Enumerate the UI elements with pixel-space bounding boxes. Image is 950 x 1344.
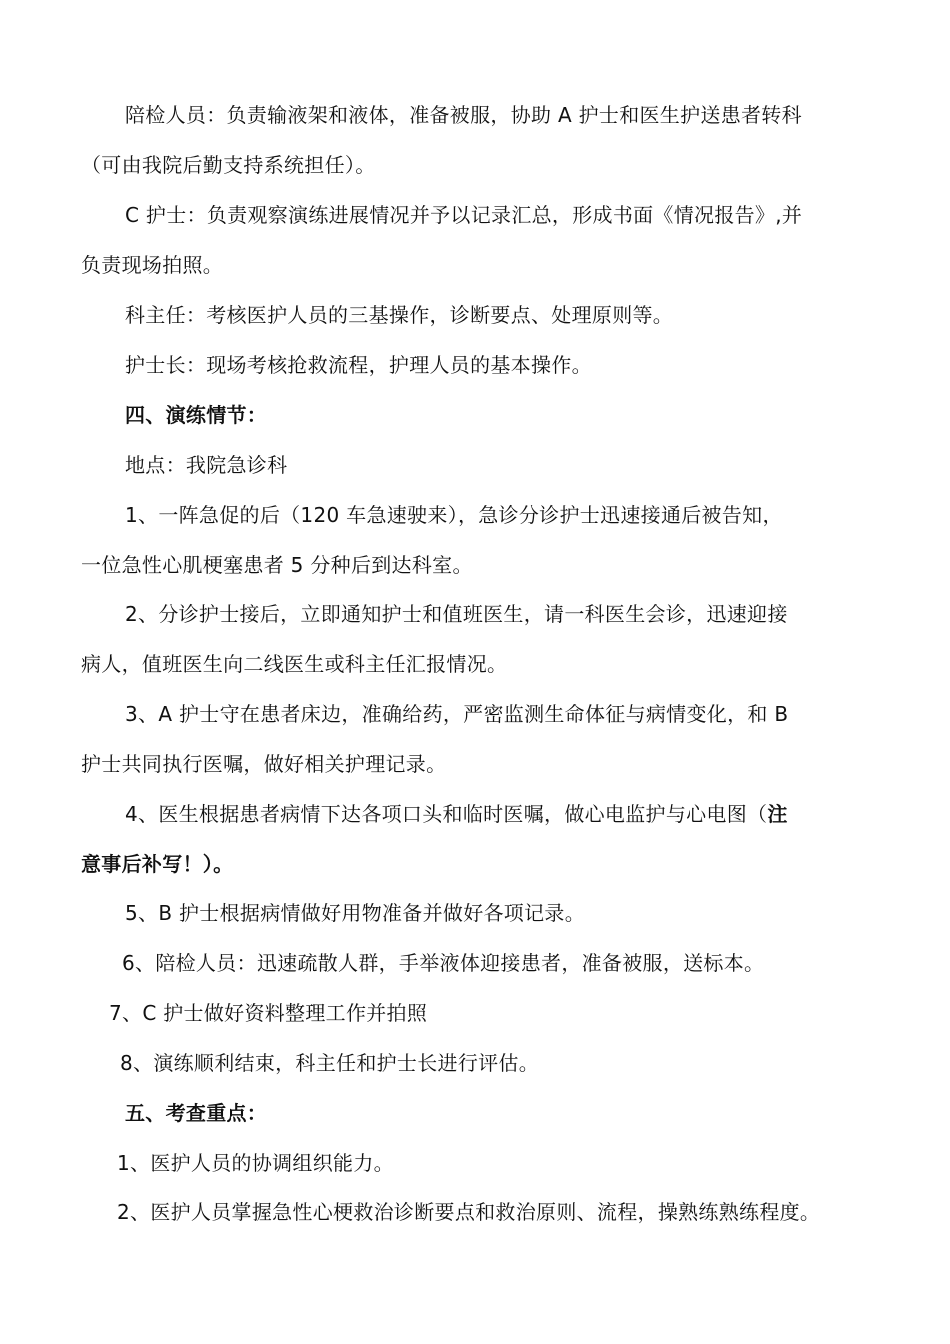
text-line: 7、C 护士做好资料整理工作并拍照 bbox=[109, 1001, 428, 1025]
text-line: （可由我院后勤支持系统担任）。 bbox=[81, 153, 376, 177]
section-heading: 四、演练情节： bbox=[125, 403, 268, 427]
text-line: 2、分诊护士接后，立即通知护士和值班医生，请一科医生会诊，迅速迎接 bbox=[125, 602, 788, 626]
text-line: 护士长：现场考核抢救流程，护理人员的基本操作。 bbox=[125, 353, 592, 377]
text-line: 一位急性心肌梗塞患者 5 分种后到达科室。 bbox=[81, 553, 473, 577]
text-segment: 4、医生根据患者病情下达各项口头和临时医嘱，做心电监护与心电图（ bbox=[125, 802, 768, 826]
text-line bbox=[125, 800, 788, 828]
text-line: 科主任：考核医护人员的三基操作，诊断要点、处理原则等。 bbox=[125, 303, 674, 327]
text-line: 5、B 护士根据病情做好用物准备并做好各项记录。 bbox=[125, 901, 586, 925]
text-line: 陪检人员：负责输液架和液体，准备被服，协助 A 护士和医生护送患者转科 bbox=[125, 103, 802, 127]
text-line: 病人，值班医生向二线医生或科主任汇报情况。 bbox=[81, 652, 508, 676]
text-line: 护士共同执行医嘱，做好相关护理记录。 bbox=[81, 752, 447, 776]
bold-note: 意事后补写！）。 bbox=[81, 852, 234, 876]
section-heading: 五、考查重点： bbox=[125, 1101, 268, 1125]
text-line: 负责现场拍照。 bbox=[81, 253, 224, 277]
text-line: 2、医护人员掌握急性心梗救治诊断要点和救治原则、流程，操熟练熟练程度。 bbox=[117, 1200, 821, 1224]
text-line: 1、医护人员的协调组织能力。 bbox=[117, 1151, 394, 1175]
text-line: 3、A 护士守在患者床边，准确给药，严密监测生命体征与病情变化，和 B bbox=[125, 702, 789, 726]
text-line: 6、陪检人员：迅速疏散人群，手举液体迎接患者，准备被服，送标本。 bbox=[122, 951, 765, 975]
text-line: 8、演练顺利结束，科主任和护士长进行评估。 bbox=[120, 1051, 540, 1075]
bold-note: 注 bbox=[767, 802, 788, 826]
text-line: 1、一阵急促的后（120 车急速驶来），急诊分诊护士迅速接通后被告知， bbox=[125, 503, 783, 527]
text-line: C 护士：负责观察演练进展情况并予以记录汇总，形成书面《情况报告》,并 bbox=[125, 203, 803, 227]
text-line: 地点：我院急诊科 bbox=[125, 453, 288, 477]
